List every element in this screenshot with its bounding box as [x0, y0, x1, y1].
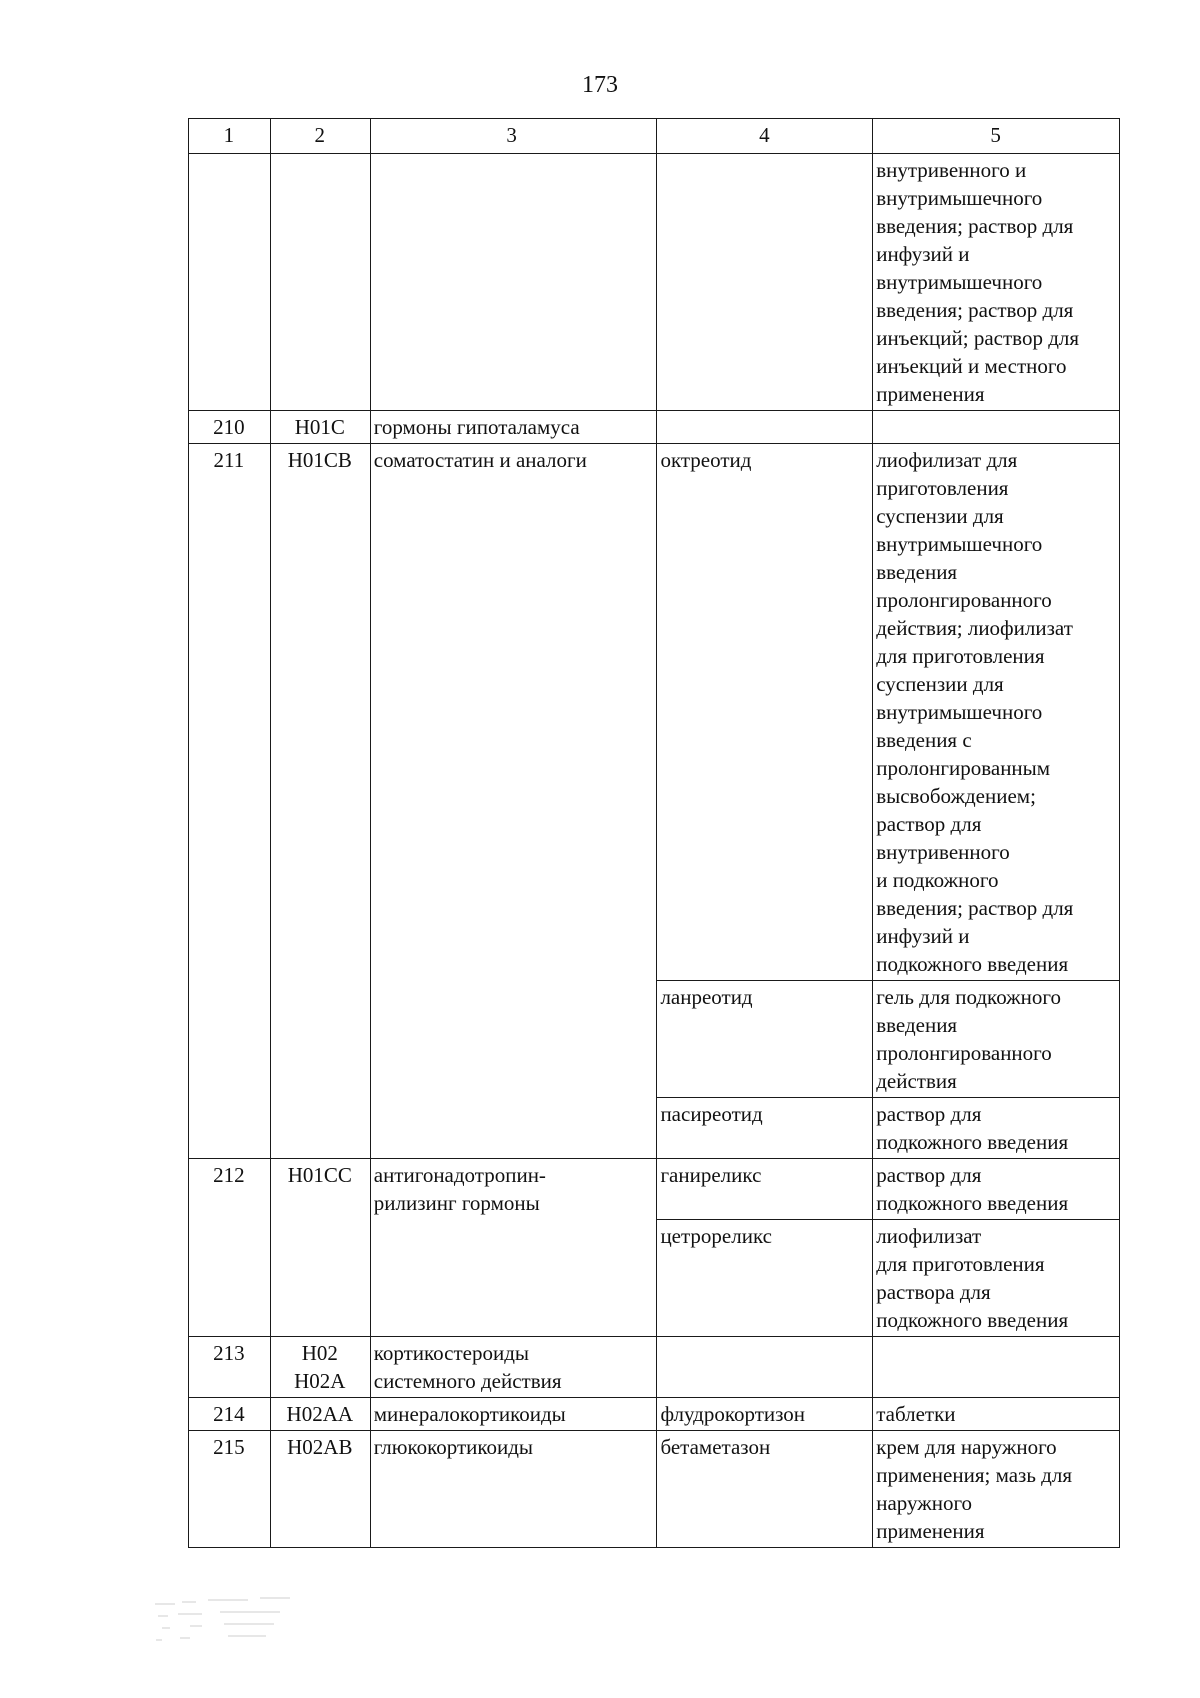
drug-table: [188, 118, 1120, 1548]
dosage-form-cell: раствор для подкожного введения: [873, 1159, 1120, 1220]
table-row-214: [189, 1398, 1120, 1431]
dosage-form-cell: внутривенного и внутримышечного введения; раствор для инфузий и внутримышечного введения; раствор для инъекций; раствор для инъекций и местного применения: [873, 154, 1120, 411]
atc-code: H01C: [270, 411, 370, 444]
table-row-213: [189, 1337, 1120, 1398]
row-number: 213: [189, 1337, 271, 1398]
atc-code: H01CC: [270, 1159, 370, 1337]
row-number: 215: [189, 1431, 271, 1548]
dosage-form-cell: гель для подкожного введения пролонгированного действия: [873, 981, 1120, 1098]
atc-code: H02AB: [270, 1431, 370, 1548]
row-number: 210: [189, 411, 271, 444]
table-row-210: [189, 411, 1120, 444]
atc-code: H01CB: [270, 444, 370, 1159]
column-header-1: 1: [189, 119, 271, 154]
dosage-form-cell: лиофилизат для приготовления раствора для подкожного введения: [873, 1220, 1120, 1337]
empty-cell: [270, 154, 370, 411]
row-number: 214: [189, 1398, 271, 1431]
faded-stamp: [150, 1592, 350, 1652]
empty-cell: [873, 411, 1120, 444]
row-number: 211: [189, 444, 271, 1159]
table-row-continuation: [189, 154, 1120, 411]
page-number: 173: [582, 72, 618, 98]
dosage-form-cell: лиофилизат для приготовления суспензии для внутримышечного введения пролонгированного действия; лиофилизат для приготовления суспензии для внутримышечного введения с пролонгированным высвобождением; раствор для внутривенного и подкожного введения; раствор для инфузий и подкожного введения: [873, 444, 1120, 981]
empty-cell: [189, 154, 271, 411]
drug-name: пасиреотид: [657, 1098, 873, 1159]
table-header-row: [189, 119, 1120, 154]
empty-cell: [657, 1337, 873, 1398]
row-number: 212: [189, 1159, 271, 1337]
table-row-212: [189, 1159, 1120, 1220]
drug-name: цетрореликс: [657, 1220, 873, 1337]
dosage-form-cell: крем для наружного применения; мазь для наружного применения: [873, 1431, 1120, 1548]
empty-cell: [370, 154, 657, 411]
drug-name: ганиреликс: [657, 1159, 873, 1220]
atc-group: кортикостероиды системного действия: [370, 1337, 657, 1398]
dosage-form-cell: раствор для подкожного введения: [873, 1098, 1120, 1159]
drug-name: октреотид: [657, 444, 873, 981]
atc-group: гормоны гипоталамуса: [370, 411, 657, 444]
column-header-5: 5: [873, 119, 1120, 154]
empty-cell: [657, 154, 873, 411]
column-header-3: 3: [370, 119, 657, 154]
atc-group: антигонадотропин- рилизинг гормоны: [370, 1159, 657, 1337]
empty-cell: [657, 411, 873, 444]
atc-group: минералокортикоиды: [370, 1398, 657, 1431]
table-row-215: [189, 1431, 1120, 1548]
dosage-form-cell: таблетки: [873, 1398, 1120, 1431]
column-header-2: 2: [270, 119, 370, 154]
drug-name: бетаметазон: [657, 1431, 873, 1548]
drug-name: флудрокортизон: [657, 1398, 873, 1431]
table-row-211: [189, 444, 1120, 981]
atc-group: глюкокортикоиды: [370, 1431, 657, 1548]
atc-code: H02 H02A: [270, 1337, 370, 1398]
empty-cell: [873, 1337, 1120, 1398]
column-header-4: 4: [657, 119, 873, 154]
atc-code: H02AA: [270, 1398, 370, 1431]
drug-name: ланреотид: [657, 981, 873, 1098]
atc-group: соматостатин и аналоги: [370, 444, 657, 1159]
